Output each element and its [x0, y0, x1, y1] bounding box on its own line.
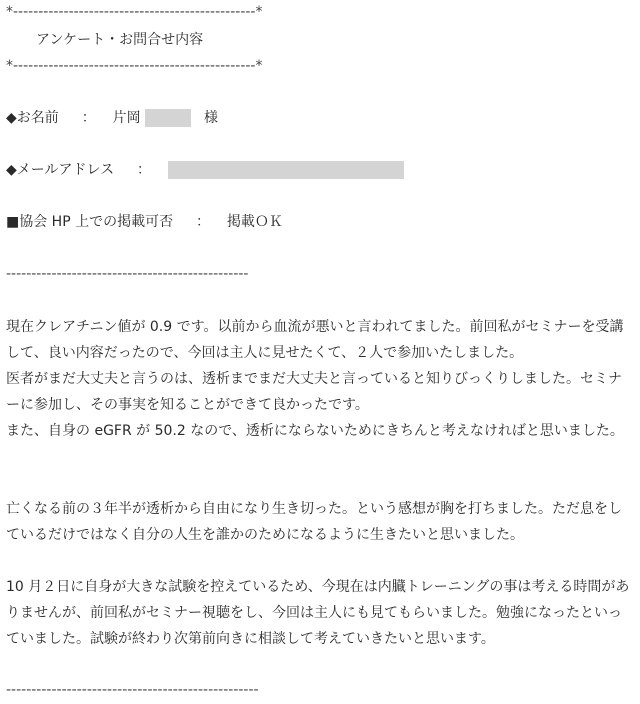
name-suffix: 様 — [203, 110, 218, 126]
body-paragraph-2: 医者がまだ大丈夫と言うのは、透析までまだ大丈夫と言っていると知りびっくりしました。セミナーに参加し、その事実を知ることができて良かったです。 — [6, 371, 622, 413]
name-row — [6, 108, 218, 128]
email-label: ◆メールアドレス — [6, 162, 115, 178]
header-bottom-rule: *------------------------------------------------* — [6, 58, 263, 74]
section-divider: ------------------------------------------------ — [6, 266, 249, 282]
body-paragraph-3: また、自身の eGFR が 50.2 なので、透析にならないためにきちんと考えなければと思いました。 — [6, 423, 624, 439]
name-label: ◆お名前 — [6, 110, 59, 126]
name-value: 片岡 — [112, 110, 141, 126]
redacted-email — [168, 161, 404, 179]
body-paragraph-4: 亡くなる前の３年半が透析から自由になり生き切った。という感想が胸を打ちました。ただ息をしているだけではなく自分の人生を誰かのためになるように生きたいと思いました。 — [6, 501, 622, 543]
footer-rule: -------------------------------------------------- — [6, 682, 259, 698]
publish-label: ■協会 HP 上での掲載可否 — [6, 214, 174, 230]
name-separator: ： — [81, 110, 96, 126]
publish-separator: ： — [196, 214, 211, 230]
redacted-name — [145, 109, 191, 127]
email-row — [6, 160, 404, 180]
body-paragraph-5: 10 月２日に自身が大きな試験を控えているため、今現在は内臓トレーニングの事は考える時間がありませんが、前回私がセミナー視聴をし、今回は主人にも見てもらいました。勉強になったといっていました。試験が終わり次第前向きに相談して考えていきたいと思います。 — [6, 579, 630, 647]
publish-value: 掲載ＯＫ — [226, 214, 283, 230]
email-separator: ： — [136, 162, 151, 178]
body-paragraph-1: 現在クレアチニン値が 0.9 です。以前から血流が悪いと言われてました。前回私がセミナーを受講して、良い内容だったので、今回は主人に見せたくて、２人で参加いたしました。 — [6, 319, 624, 361]
header-top-rule: *------------------------------------------------* — [6, 4, 263, 20]
publish-row — [6, 212, 283, 232]
page-title: アンケート・お問合せ内容 — [36, 32, 204, 48]
